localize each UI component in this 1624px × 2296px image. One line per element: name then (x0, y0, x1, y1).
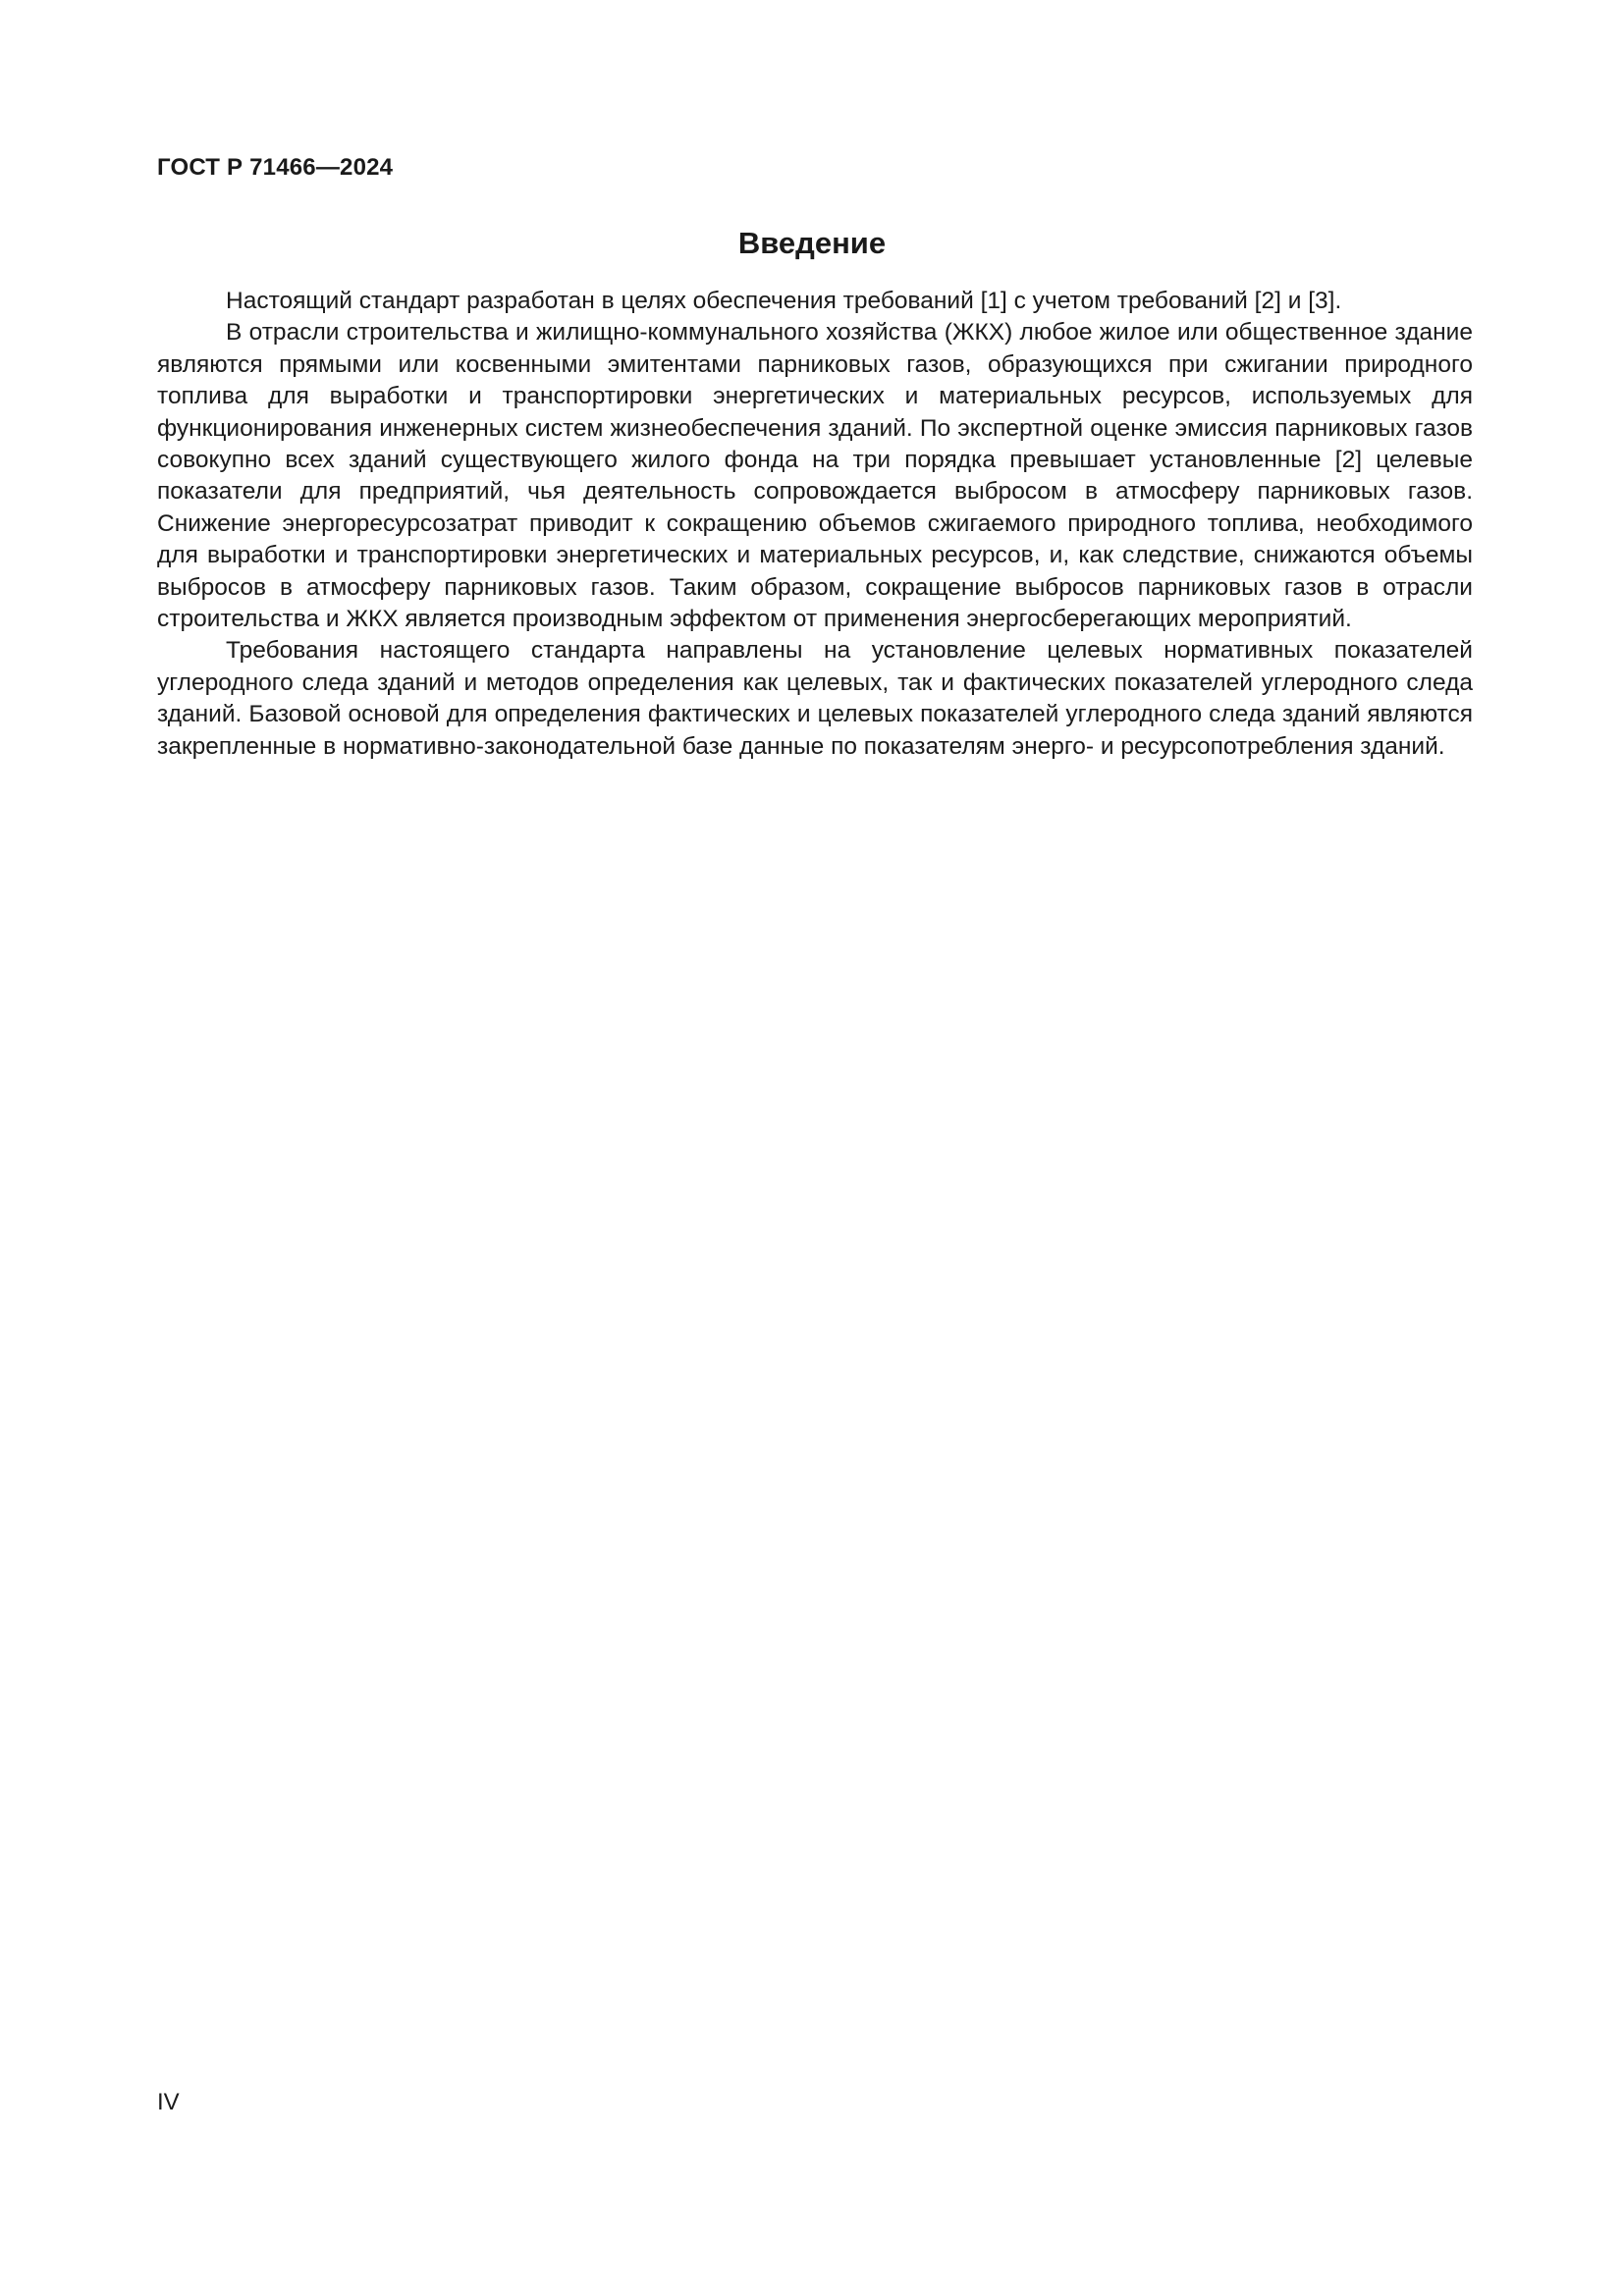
section-title: Введение (737, 226, 887, 260)
document-code-header: ГОСТ Р 71466—2024 (157, 154, 394, 181)
body-text (157, 286, 1473, 763)
page-number: IV (157, 2089, 180, 2115)
paragraph-background: В отрасли строительства и жилищно-коммунального хозяйства (ЖКХ) любое жилое или общественное здание являются прямыми или косвенными эмитентами парниковых газов, образующихся при сжигании природного топлива для выработки и транспортировки энергетических и материальных ресурсов, используемых для функционирования инженерных систем жизнеобеспечения зданий. По экспертной оценке эмиссия парниковых газов совокупно всех зданий существующего жилого фонда на три порядка превышает установленные [2] целевые показатели для предприятий, чья деятельность сопровождается выбросом в атмосферу парниковых газов. Снижение энергоресурсозатрат приводит к сокращению объемов сжигаемого природного топлива, необходимого для выработки и транспортировки энергетических и материальных ресурсов, и, как следствие, снижаются объемы выбросов в атмосферу парниковых газов. Таким образом, сокращение выбросов парниковых газов в отрасли строительства и ЖКХ является производным эффектом от применения энергосберегающих мероприятий. (157, 319, 1473, 633)
paragraph-scope: Настоящий стандарт разработан в целях обеспечения требований [1] с учетом требований [2] и [3]. (226, 288, 1342, 314)
paragraph-requirements: Требования настоящего стандарта направлены на установление целевых нормативных показателей углеродного следа зданий и методов определения как целевых, так и фактических показателей углеродного следа зданий. Базовой основой для определения фактических и целевых показателей углеродного следа зданий являются закрепленные в нормативно-законодательной базе данные по показателям энерго- и ресурсопотребления зданий. (157, 637, 1473, 760)
